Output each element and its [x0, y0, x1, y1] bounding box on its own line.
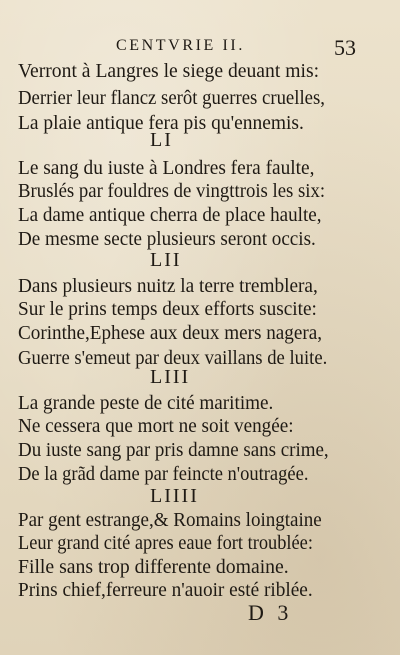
verse-line: Sur le prins temps deux efforts suscite: — [18, 298, 317, 320]
quatrain-number: LII — [150, 249, 182, 271]
verse-line: Leur grand cité apres eaue fort troublée: — [18, 532, 313, 554]
verse-line: Derrier leur flancz serôt guerres cruelles, — [18, 87, 325, 109]
verse-line: Dans plusieurs nuitz la terre tremblera, — [18, 275, 318, 297]
page-number: 53 — [334, 35, 356, 60]
quatrain-number: LI — [150, 129, 173, 151]
verse-line: Corinthe,Ephese aux deux mers nagera, — [18, 322, 323, 344]
verse-line: Bruslés par fouldres de vingttrois les six: — [18, 180, 326, 202]
verse-line: Prins chief,ferreure n'auoir esté riblée. — [18, 579, 313, 601]
verse-line: Fille sans trop differente domaine. — [18, 556, 289, 578]
verse-line: Par gent estrange,& Romains loingtaine — [18, 509, 322, 531]
verse-line: Verront à Langres le siege deuant mis: — [18, 60, 320, 82]
verse-line: La plaie antique fera pis qu'ennemis. — [18, 112, 304, 134]
quatrain-number: LIIII — [150, 485, 199, 507]
quatrain-number: LIII — [150, 366, 191, 388]
verse-line: La grande peste de cité maritime. — [18, 392, 274, 414]
verse-line: La dame antique cherra de place haulte, — [18, 204, 322, 226]
verse-line: De mesme secte plusieurs seront occis. — [18, 228, 316, 250]
signature-mark: D 3 — [248, 600, 293, 625]
verse-line: Le sang du iuste à Londres fera faulte, — [18, 157, 315, 179]
verse-line: De la grãd dame par feincte n'outragée. — [18, 463, 309, 485]
verse-line: Ne cessera que mort ne soit vengée: — [18, 415, 294, 437]
verse-line: Guerre s'emeut par deux vaillans de luite. — [18, 347, 328, 369]
running-head: CENTVRIE II. — [116, 37, 245, 54]
verse-line: Du iuste sang par pris damne sans crime, — [18, 439, 329, 461]
